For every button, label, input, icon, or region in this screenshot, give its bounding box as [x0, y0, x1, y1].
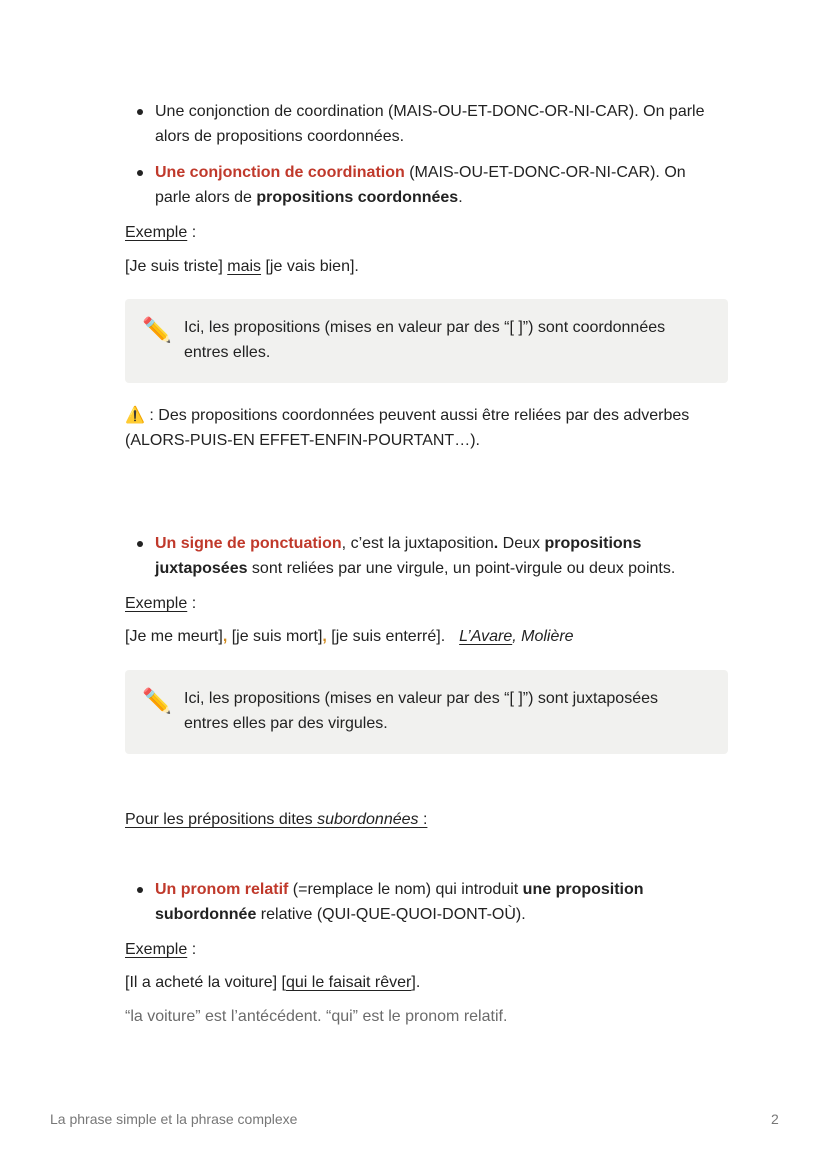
footer-title: La phrase simple et la phrase complexe [50, 1111, 298, 1127]
example-part: [je suis mort] [227, 628, 323, 645]
highlight-term: Un signe de ponctuation [155, 535, 342, 552]
example-label: Exemple [125, 595, 188, 612]
bold-term: une proposition subordonnée [155, 881, 644, 923]
list-item [155, 877, 715, 927]
pencil-icon: ✏️ [142, 317, 172, 344]
callout-text: Ici, les propositions (mises en valeur par des “[ ]”) sont juxtaposées entres elles par des virgules. [184, 690, 658, 732]
pencil-icon: ✏️ [142, 688, 172, 715]
example-part: [Je suis triste] [125, 258, 228, 275]
example-label: Exemple [125, 224, 188, 241]
highlight-term: Une conjonction de coordination [155, 164, 405, 181]
bullet-text-end: . [458, 189, 463, 206]
example-sentence [125, 626, 574, 648]
example-part: [je vais bien]. [261, 258, 359, 275]
example-colon: : [187, 941, 197, 958]
bullet-dot [137, 541, 143, 547]
warning-icon: ⚠️ [125, 407, 145, 424]
section-heading [125, 809, 427, 831]
callout-box [125, 670, 728, 754]
list-item [155, 99, 715, 149]
highlight-comma: , [222, 628, 228, 645]
example-part: [je suis enterré]. [326, 628, 446, 645]
example-colon: : [187, 595, 197, 612]
bullet-text: , c’est la juxtaposition [341, 535, 494, 552]
example-label-line [125, 222, 196, 244]
list-item [155, 160, 715, 210]
highlight-term: Un pronom relatif [155, 881, 289, 898]
relative-clause: qui le faisait rêver [285, 974, 412, 991]
example-label-line [125, 593, 196, 615]
bullet-text-end: relative (QUI-QUE-QUOI-DONT-OÙ). [256, 906, 526, 923]
explanation-note: “la voiture” est l’antécédent. “qui” est le pronom relatif. [125, 1008, 508, 1025]
bold-dot: . [493, 535, 499, 552]
bullet-text-end: sont reliées par une virgule, un point-virgule ou deux points. [247, 560, 676, 577]
example-part: ]. [411, 974, 421, 991]
callout-text: Ici, les propositions (mises en valeur par des “[ ]”) sont coordonnées entres elles. [184, 319, 666, 361]
heading-italic: subordonnées [317, 811, 419, 828]
bold-term: propositions coordonnées [256, 189, 459, 206]
example-sentence [125, 972, 420, 994]
example-label-line [125, 939, 196, 961]
example-label: Exemple [125, 941, 188, 958]
page-number: 2 [771, 1111, 779, 1127]
work-author: , Molière [512, 628, 574, 645]
example-part: [Il a acheté la voiture] [ [125, 974, 286, 991]
heading-colon: : [418, 811, 428, 828]
heading-text: Pour les prépositions dites [125, 811, 318, 828]
bullet-text: Deux [498, 535, 545, 552]
bullet-dot [137, 887, 143, 893]
bullet-text: (MAIS-OU-ET-DONC-OR-NI-CAR). On parle alors de [155, 164, 686, 206]
example-colon: : [187, 224, 197, 241]
bullet-dot [137, 170, 143, 176]
warning-note [125, 403, 725, 453]
work-title: L’Avare [459, 628, 513, 645]
warning-text: : Des propositions coordonnées peuvent aussi être reliées par des adverbes (ALORS-PUIS-EN EFFET-ENFIN-POURTANT…). [125, 407, 690, 449]
list-item [155, 531, 715, 581]
callout-box [125, 299, 728, 383]
example-sentence [125, 256, 359, 278]
example-part: [Je me meurt] [125, 628, 223, 645]
conjunction-word: mais [227, 258, 262, 275]
highlight-comma: , [322, 628, 327, 645]
bullet-text: (=remplace le nom) qui introduit [288, 881, 523, 898]
bullet-text: Une conjonction de coordination (MAIS-OU-ET-DONC-OR-NI-CAR). On parle alors de propositions coordonnées. [155, 103, 705, 145]
bullet-dot [137, 109, 143, 115]
bold-term: propositions juxtaposées [155, 535, 642, 577]
